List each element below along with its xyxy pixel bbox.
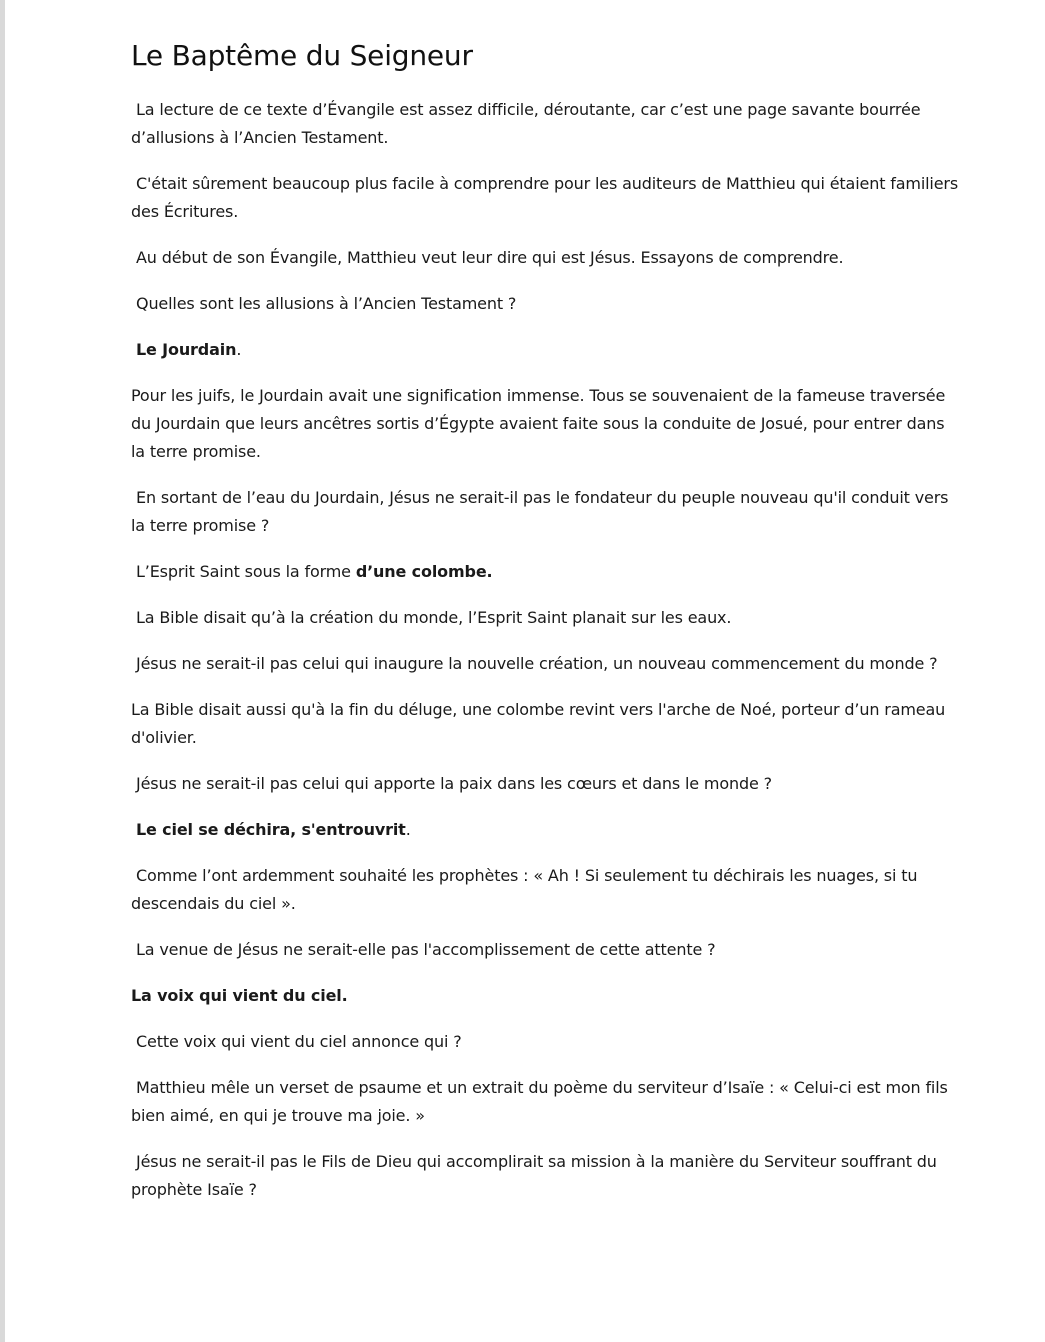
paragraph [131,336,961,364]
paragraph [131,382,961,466]
paragraph [131,484,961,540]
paragraph [131,604,961,632]
text-run: Quelles sont les allusions à l’Ancien Testament ? [136,294,517,313]
paragraph [131,816,961,844]
paragraph [131,558,961,586]
page-left-border [0,0,5,1342]
text-run: L’Esprit Saint sous la forme [136,562,356,581]
text-run: Jésus ne serait-il pas celui qui apporte la paix dans les cœurs et dans le monde ? [136,774,772,793]
paragraph [131,650,961,678]
text-run: La venue de Jésus ne serait-elle pas l'accomplissement de cette attente ? [136,940,716,959]
paragraph [131,862,961,918]
paragraph [131,770,961,798]
document-body [131,96,961,1204]
text-run: Jésus ne serait-il pas le Fils de Dieu qui accomplirait sa mission à la manière du Serviteur souffrant du prophète Isaïe ? [131,1152,937,1199]
bold-text: Le ciel se déchira, s'entrouvrit [136,820,406,839]
text-run: Pour les juifs, le Jourdain avait une signification immense. Tous se souvenaient de la fameuse traversée du Jourdain que leurs ancêtres sortis d’Égypte avaient faite sous la conduite de Josué, pour entrer dans la terre promise. [131,386,946,461]
text-run: Au début de son Évangile, Matthieu veut leur dire qui est Jésus. Essayons de comprendre. [136,248,844,267]
text-run: La lecture de ce texte d’Évangile est assez difficile, déroutante, car c’est une page savante bourrée d’allusions à l’Ancien Testament. [131,100,921,147]
text-run: Matthieu mêle un verset de psaume et un extrait du poème du serviteur d’Isaïe : « Celui-ci est mon fils bien aimé, en qui je trouve ma joie. » [131,1078,948,1125]
paragraph [131,244,961,272]
text-run: La Bible disait aussi qu'à la fin du déluge, une colombe revint vers l'arche de Noé, porteur d’un rameau d'olivier. [131,700,946,747]
bold-text: La voix qui vient du ciel. [131,986,348,1005]
paragraph [131,936,961,964]
bold-text: d’une colombe. [355,562,493,581]
document-title: Le Baptême du Seigneur [131,39,473,72]
paragraph [131,96,961,152]
paragraph [131,1148,961,1204]
paragraph [131,1074,961,1130]
text-run: Jésus ne serait-il pas celui qui inaugure la nouvelle création, un nouveau commencement du monde ? [136,654,938,673]
text-run: . [405,820,411,839]
paragraph [131,982,961,1010]
document-page [131,38,961,1222]
text-run: La Bible disait qu’à la création du monde, l’Esprit Saint planait sur les eaux. [136,608,732,627]
text-run: Cette voix qui vient du ciel annonce qui ? [136,1032,462,1051]
text-run: En sortant de l’eau du Jourdain, Jésus ne serait-il pas le fondateur du peuple nouveau qu'il conduit vers la terre promise ? [131,488,949,535]
text-run: Comme l’ont ardemment souhaité les prophètes : « Ah ! Si seulement tu déchirais les nuages, si tu descendais du ciel ». [131,866,918,913]
paragraph [131,170,961,226]
paragraph [131,290,961,318]
paragraph [131,696,961,752]
paragraph [131,1028,961,1056]
bold-text: Le Jourdain [136,340,237,359]
text-run: . [236,340,242,359]
text-run: C'était sûrement beaucoup plus facile à comprendre pour les auditeurs de Matthieu qui étaient familiers des Écritures. [131,174,959,221]
